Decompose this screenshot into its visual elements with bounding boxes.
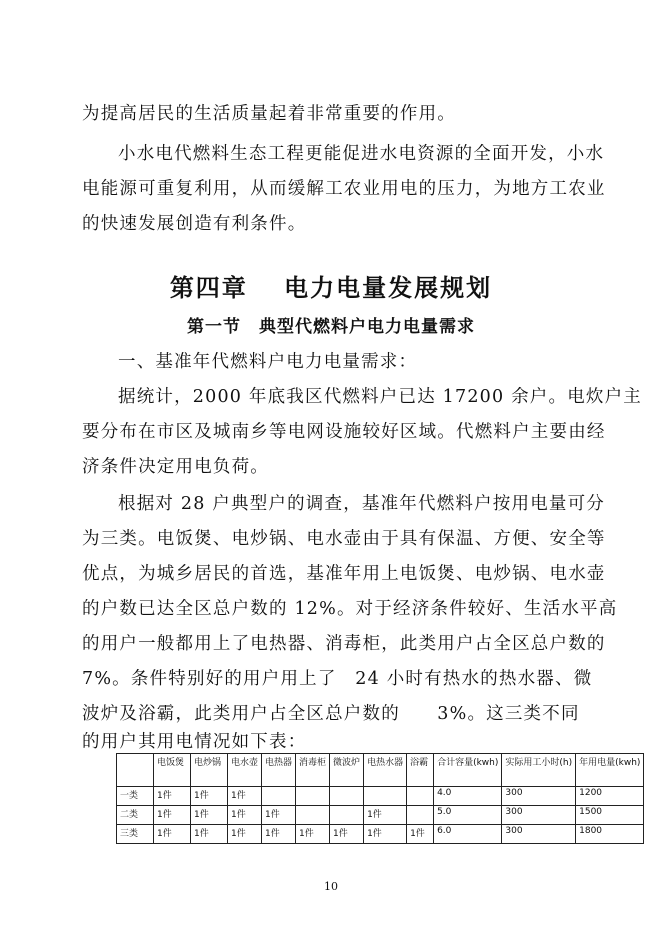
paragraph-line: 小水电代燃料生态工程更能促进水电资源的全面开发，小水	[118, 144, 605, 164]
table-header-cell: 电水壶	[228, 754, 262, 787]
table-cell: 1件	[228, 806, 262, 825]
table-header-cell	[117, 754, 154, 787]
table-header-cell: 电饭煲	[154, 754, 191, 787]
table-cell	[407, 787, 434, 806]
table-cell: 300	[502, 806, 576, 825]
table-cell: 300	[502, 787, 576, 806]
table-cell: 1件	[364, 806, 407, 825]
table-header-cell: 电热水器	[364, 754, 407, 787]
paragraph-line: 为三类。电饭煲、电炒锅、电水壶由于具有保温、方便、安全等	[82, 529, 606, 549]
paragraph-line: 为提高居民的生活质量起着非常重要的作用。	[82, 104, 456, 124]
table-cell: 一类	[117, 787, 154, 806]
section-title: 第一节 典型代燃料户电力电量需求	[187, 317, 475, 337]
paragraph-line: 的快速发展创造有利条件。	[82, 214, 307, 234]
table-header-cell: 微波炉	[330, 754, 364, 787]
electricity-usage-table	[116, 753, 644, 844]
table-cell	[296, 806, 330, 825]
table-cell: 1件	[228, 787, 262, 806]
table-cell: 300	[502, 825, 576, 844]
chapter-title: 第四章 电力电量发展规划	[169, 274, 493, 302]
paragraph-line: 的用户其用电情况如下表：	[82, 732, 307, 752]
table-cell: 1200	[576, 787, 644, 806]
table-cell: 1件	[154, 787, 191, 806]
paragraph-line: 优点，为城乡居民的首选，基准年用上电饭煲、电炒锅、电水壶	[82, 564, 606, 584]
table-cell	[330, 787, 364, 806]
table-cell	[262, 787, 296, 806]
table-header-row	[117, 754, 644, 787]
table-cell: 4.0	[434, 787, 502, 806]
paragraph-line: 的户数已达全区总户数的 12%。对于经济条件较好、生活水平高	[82, 599, 618, 619]
table-cell: 1件	[262, 806, 296, 825]
table-cell: 三类	[117, 825, 154, 844]
table-header-cell: 电热器	[262, 754, 296, 787]
table-cell: 1件	[191, 787, 228, 806]
table-cell: 1件	[407, 825, 434, 844]
paragraph-line: 的用户一般都用上了电热器、消毒柜，此类用户占全区总户数的	[82, 634, 606, 654]
table-cell: 1500	[576, 806, 644, 825]
table-cell: 1件	[364, 825, 407, 844]
table-cell: 1件	[191, 806, 228, 825]
page-number: 10	[324, 880, 338, 893]
table-cell: 1件	[154, 806, 191, 825]
table-header-cell: 实际用工小时(h)	[502, 754, 576, 787]
table-header-cell: 消毒柜	[296, 754, 330, 787]
table-cell	[407, 806, 434, 825]
table-cell	[330, 806, 364, 825]
paragraph-line: 电能源可重复利用，从而缓解工农业用电的压力，为地方工农业	[82, 179, 606, 199]
table-cell: 6.0	[434, 825, 502, 844]
paragraph-line: 济条件决定用电负荷。	[82, 457, 269, 477]
table-header-cell: 浴霸	[407, 754, 434, 787]
paragraph-line: 7%。条件特别好的用户用上了 24 小时有热水的热水器、微	[82, 669, 593, 689]
table-cell: 1件	[262, 825, 296, 844]
table-cell: 二类	[117, 806, 154, 825]
table-cell: 5.0	[434, 806, 502, 825]
table-cell: 1800	[576, 825, 644, 844]
table-header-cell: 年用电量(kwh)	[576, 754, 644, 787]
table-row	[117, 806, 644, 825]
table-cell	[296, 787, 330, 806]
table-cell: 1件	[228, 825, 262, 844]
table-row	[117, 825, 644, 844]
paragraph-line: 根据对 28 户典型户的调查，基准年代燃料户按用电量可分	[118, 494, 605, 514]
table-cell: 1件	[154, 825, 191, 844]
table-cell	[364, 787, 407, 806]
paragraph-line: 要分布在市区及城南乡等电网设施较好区域。代燃料户主要由经	[82, 422, 606, 442]
table-row	[117, 787, 644, 806]
subheading: 一、基准年代燃料户电力电量需求：	[118, 352, 418, 372]
table-header-cell: 电炒锅	[191, 754, 228, 787]
table-header-cell: 合计容量(kwh)	[434, 754, 502, 787]
paragraph-line: 波炉及浴霸，此类用户占全区总户数的 3%。这三类不同	[82, 704, 580, 724]
table-cell: 1件	[296, 825, 330, 844]
paragraph-line: 据统计，2000 年底我区代燃料户已达 17200 余户。电炊户主	[118, 387, 642, 407]
table-cell: 1件	[330, 825, 364, 844]
table-cell: 1件	[191, 825, 228, 844]
